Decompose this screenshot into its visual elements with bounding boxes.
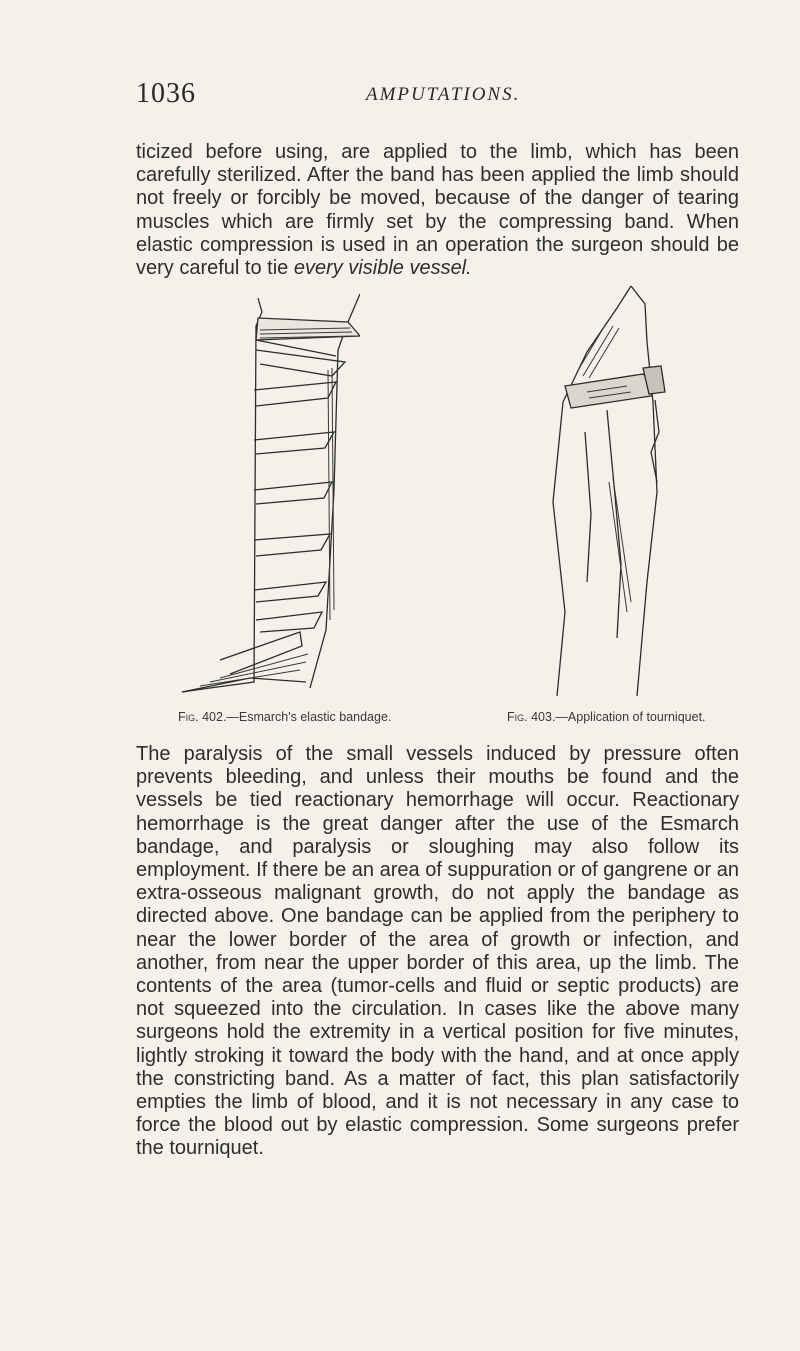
page-number: 1036 xyxy=(136,78,196,109)
page-header xyxy=(136,78,736,118)
figure-402-label: Fig. 402. xyxy=(178,710,227,724)
paragraph-1-italic: every visible vessel. xyxy=(293,257,472,280)
running-head: AMPUTATIONS. xyxy=(366,84,521,105)
figure-403-label: Fig. 403. xyxy=(507,710,556,724)
paragraph-1-text: ticized before using, are applied to the limb, which has been carefully sterilized. After the band has been applied the limb should not freely or forcibly be moved, because of the danger of tearing muscles which are firmly set by the compressing band. When elastic compression is used in an operation the surgeon should be very careful to tie xyxy=(136,141,739,280)
paragraph-1 xyxy=(136,141,739,280)
tourniquet-illustration xyxy=(547,282,687,700)
paragraph-2: The paralysis of the small vessels induced by pressure often prevents bleeding, and unless their mouths be found and the vessels be tied reactionary hemorrhage will occur. Reactionary hemorrhage is the great danger after the use of the Esmarch bandage, and paralysis or sloughing may also follow its employment. If there be an area of suppuration or of gangrene or an extra-osseous malignant growth, do not apply the bandage as directed above. One bandage can be applied from the periphery to near the lower border of the area of growth or infection, and another, from near the upper border of this area, up the limb. The contents of the area (tumor-cells and fluid or septic products) are not squeezed into the circulation. In cases like the above many surgeons hold the extremity in a vertical position for five minutes, lightly stroking it toward the body with the hand, and at once apply the constricting band. As a matter of fact, this plan satisfactorily empties the limb of blood, and it is not necessary in any case to force the blood out by elastic compression. Some surgeons prefer the tourniquet. xyxy=(136,743,739,1160)
figure-403-text: —Application of tourniquet. xyxy=(555,710,706,724)
figure-402-caption xyxy=(178,710,391,724)
esmarch-bandage-illustration xyxy=(160,290,360,702)
figure-402-text: —Esmarch's elastic bandage. xyxy=(226,710,392,724)
figure-403-caption xyxy=(507,710,706,724)
